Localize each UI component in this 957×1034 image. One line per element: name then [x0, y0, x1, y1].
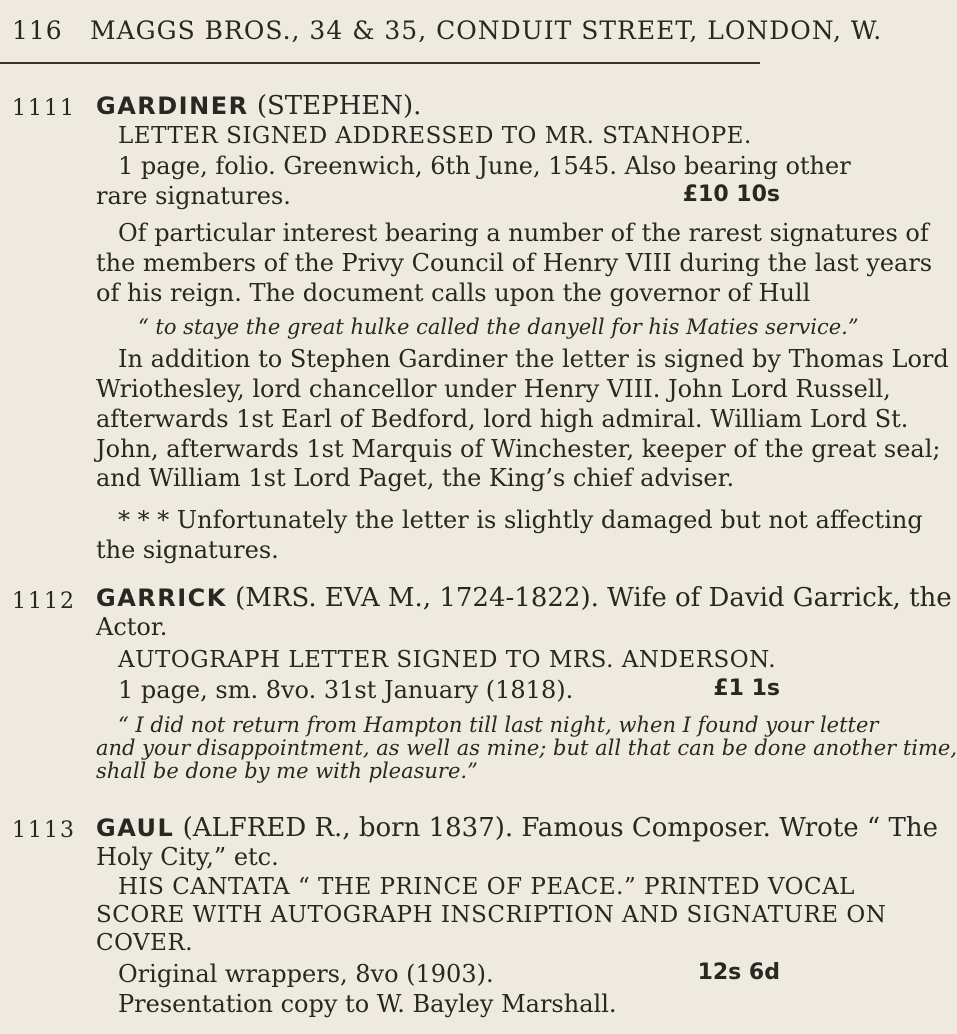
entry-price: £10 10s — [682, 182, 780, 207]
entry-title-line: COVER. — [96, 930, 194, 956]
entry-note-cont: the signatures. — [96, 536, 279, 564]
entry-paragraph-line: John, afterwards 1st Marquis of Winchester, keeper of the great seal; — [96, 435, 941, 463]
entry-description: Original wrappers, 8vo (1903). — [118, 960, 494, 988]
lot-number: 1113 — [12, 818, 76, 843]
entry-name-detail: (MRS. EVA M., 1724-1822). Wife of David Garrick, the — [226, 583, 952, 613]
entry-paragraph-line: Wriothesley, lord chancellor under Henry VIII. John Lord Russell, — [96, 375, 891, 403]
entry-name-detail: (STEPHEN). — [248, 91, 422, 121]
entry-quote-line: and your disappointment, as well as mine; but all that can be done another time, — [96, 736, 957, 760]
entry-title-line: HIS CANTATA “ THE PRINCE OF PEACE.” PRINTED VOCAL — [118, 874, 855, 900]
entry-paragraph-line: of his reign. The document calls upon the governor of Hull — [96, 279, 811, 307]
entry-name: GAUL — [96, 814, 175, 842]
entry-description-cont: rare signatures. — [96, 182, 291, 210]
entry-price: 12s 6d — [697, 960, 780, 985]
entry-heading — [96, 813, 938, 843]
entry-quote: “ to staye the great hulke called the danyell for his Maties service.” — [138, 315, 859, 339]
entry-name-cont: Holy City,” etc. — [96, 843, 279, 871]
entry-paragraph-line: the members of the Privy Council of Henry VIII during the last years — [96, 249, 933, 277]
entry-title: AUTOGRAPH LETTER SIGNED TO MRS. ANDERSON. — [118, 647, 777, 673]
header-rule — [0, 62, 760, 64]
entry-paragraph-line: afterwards 1st Earl of Bedford, lord high admiral. William Lord St. — [96, 405, 909, 433]
entry-quote-line: “ I did not return from Hampton till last night, when I found your letter — [118, 713, 879, 737]
page-number: 116 — [12, 16, 63, 45]
entry-description: 1 page, sm. 8vo. 31st January (1818). — [118, 676, 574, 704]
entry-quote-line: shall be done by me with pleasure.” — [96, 759, 478, 783]
publisher-header: MAGGS BROS., 34 & 35, CONDUIT STREET, LONDON, W. — [90, 16, 883, 45]
entry-heading — [96, 91, 421, 121]
entry-title-line: SCORE WITH AUTOGRAPH INSCRIPTION AND SIGNATURE ON — [96, 902, 887, 928]
entry-paragraph-line: In addition to Stephen Gardiner the letter is signed by Thomas Lord — [118, 345, 949, 373]
entry-paragraph-line: Of particular interest bearing a number of the rarest signatures of — [118, 219, 929, 247]
entry-heading — [96, 583, 952, 613]
entry-title: LETTER SIGNED ADDRESSED TO MR. STANHOPE. — [118, 123, 752, 149]
lot-number: 1112 — [12, 589, 76, 614]
entry-name-detail: (ALFRED R., born 1837). Famous Composer. Wrote “ The — [174, 813, 938, 843]
entry-description-cont: Presentation copy to W. Bayley Marshall. — [118, 990, 617, 1018]
entry-price: £1 1s — [713, 676, 780, 701]
page-header — [12, 8, 883, 48]
lot-number: 1111 — [12, 96, 76, 121]
entry-name: GARRICK — [96, 584, 227, 612]
entry-description: 1 page, folio. Greenwich, 6th June, 1545. Also bearing other — [118, 152, 851, 180]
entry-name-cont: Actor. — [96, 613, 168, 641]
entry-note: * * * Unfortunately the letter is slightly damaged but not affecting — [118, 506, 923, 534]
entry-name: GARDINER — [96, 92, 249, 120]
entry-paragraph-line: and William 1st Lord Paget, the King’s chief adviser. — [96, 464, 735, 492]
